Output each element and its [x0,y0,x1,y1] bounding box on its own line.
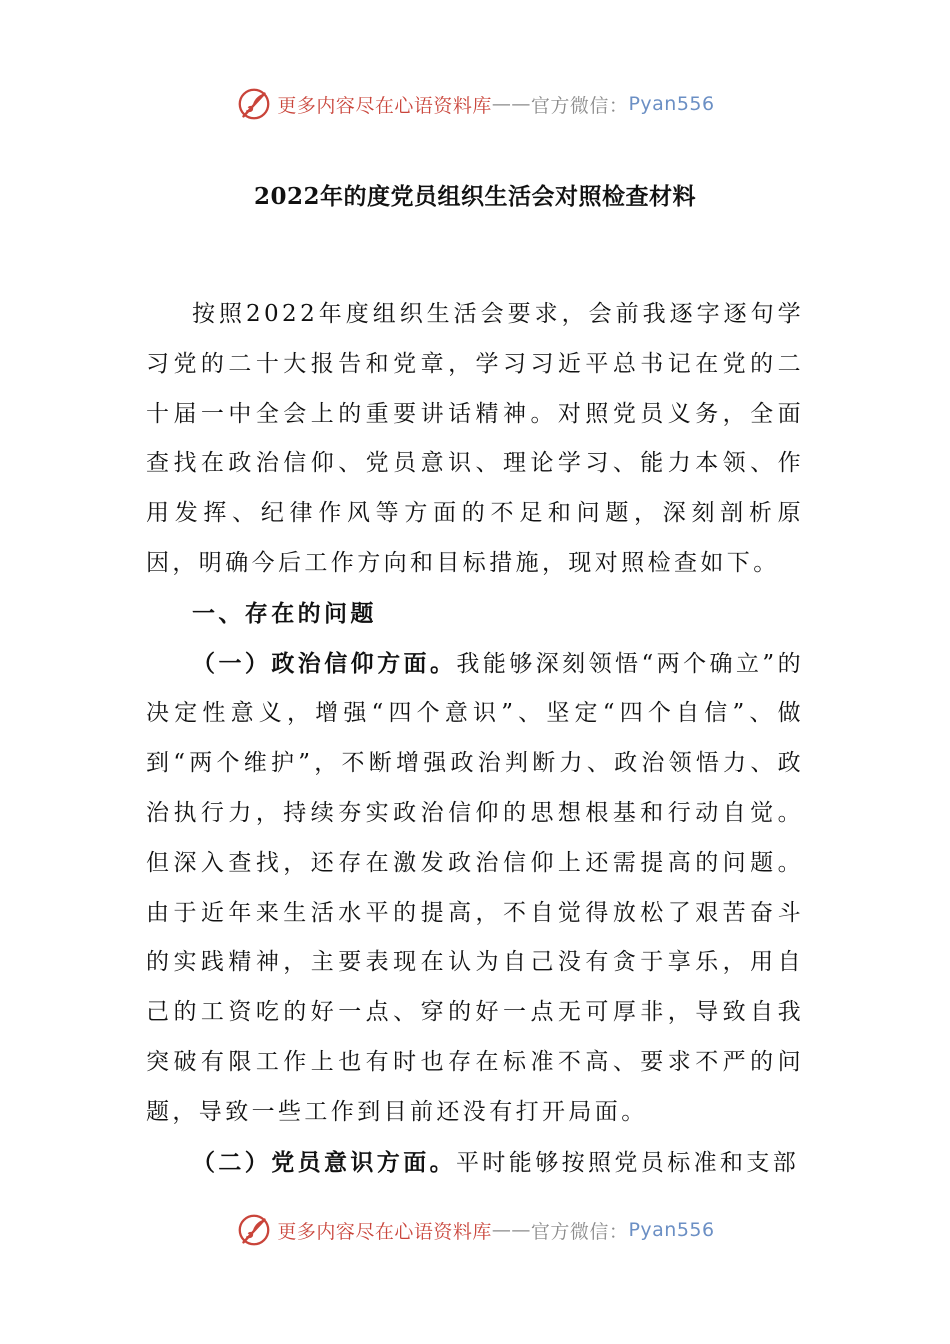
item-party-awareness-text: 平时能够按照党员标准和支部 [456,1149,800,1176]
watermark-site-text: 更多内容尽在心语资料库 [277,1220,492,1243]
section-heading-problems: 一、存在的问题 [192,599,377,627]
watermark-wechat-label: 官方微信： [530,94,629,117]
item-political-belief-text: 我能够深刻领悟“两个确立”的决定性意义，增强“四个意识”、坚定“四个自信”、做到“两个维护”，不断增强政治判断力、政治领悟力、政治执行力，持续夯实政治信仰的思想根基和行动自觉。但深入查找，还存在激发政治信仰上还需提高的问题。由于近年来生活水平的提高，不自觉得放松了艰苦奋斗的实践精神，主要表现在认为自己没有贪于享乐，用自己的工资吃的好一点、穿的好一点无可厚非，导致自我突破有限工作上也有时也存在标准不高、要求不严的问题，导致一些工作到目前还没有打开局面。 [146,650,805,1125]
intro-paragraph: 按照2022年度组织生活会要求，会前我逐字逐句学习党的二十大报告和党章，学习习近平总书记在党的二十届一中全会上的重要讲话精神。对照党员义务，全面查找在政治信仰、党员意识、理论学习、能力本领、作用发挥、纪律作风等方面的不足和问题，深刻剖析原因，明确今后工作方向和目标措施，现对照检查如下。 [146,301,804,576]
watermark-wechat-id: Pyan556 [628,93,715,115]
quill-pen-logo-icon [235,85,273,123]
item-party-awareness-heading: （二）党员意识方面。 [192,1148,456,1176]
watermark-wechat-id: Pyan556 [628,1219,715,1241]
document-title: 2022年的度党员组织生活会对照检查材料 [253,183,696,210]
item-party-awareness [146,1138,804,1189]
quill-pen-logo-icon [235,1211,273,1249]
watermark-dash: —— [491,93,531,115]
item-political-belief-heading: （一）政治信仰方面。 [192,649,457,677]
watermark-wechat-label: 官方微信： [530,1220,629,1243]
watermark-footer [0,1208,950,1252]
watermark-dash: —— [491,1219,531,1241]
document-body [146,290,804,1188]
watermark-header [0,82,950,126]
watermark-site-text: 更多内容尽在心语资料库 [277,94,492,117]
item-political-belief [146,639,804,1138]
